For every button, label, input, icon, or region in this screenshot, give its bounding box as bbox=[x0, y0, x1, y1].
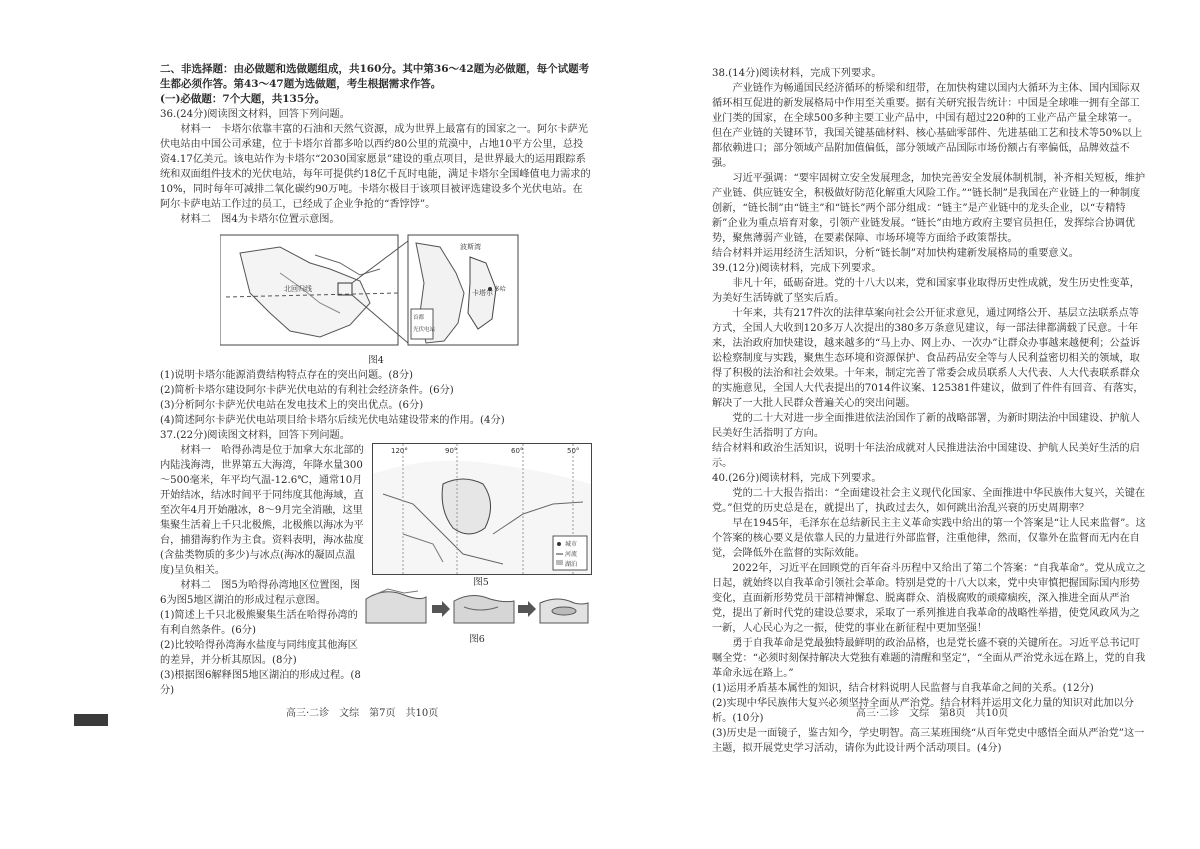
figure-4-map bbox=[220, 233, 520, 351]
tropic-label: 北回归线 bbox=[284, 285, 312, 293]
left-page bbox=[160, 62, 592, 696]
q39-paragraph-1: 非凡十年，砥砺奋进。党的十八大以来，党和国家事业取得历史性成就，发生历史性变革，为美好生活铸就了坚实后盾。 bbox=[712, 278, 1140, 304]
left-footer: 高三·二诊 文综 第7页 共10页 bbox=[286, 708, 439, 719]
q38-paragraph-1: 产业链作为畅通国民经济循环的桥梁和纽带，在加快构建以国内大循环为主体、国内国际双循环相互促进的新发展格局中作用至关重要。据有关研究报告统计：中国是全球唯一拥有全部工业门类的国家，在全球500多种主要工业产品中，中国有超过220种的工业产品产量全球第一。但在产业链的关键环节，我国关键基础材料、核心基础零部件、先进基础工艺和技术等50%以上都依赖进口；部分领域产品附加值偏低，部分领域产品国际市场份额占有率偏低，品牌效益不强。 bbox=[712, 83, 1143, 169]
qatar-location-map bbox=[220, 233, 520, 351]
q39-intro: 39.(12分)阅读材料，完成下列要求。 bbox=[712, 263, 882, 274]
lon-60: 60° bbox=[511, 447, 524, 455]
q39-requirement: 结合材料和政治生活知识，说明十年法治成就对人民推进法治中国建设、护航人民美好生活的启示。 bbox=[712, 443, 1140, 469]
q36-sub-3: (3)分析阿尔卡萨光伏电站在发电技术上的突出优点。(6分) bbox=[160, 400, 424, 411]
q39-paragraph-3: 党的二十大对进一步全面推进依法治国作了新的战略部署，为新时期法治中国建设、护航人民美好生活指明了方向。 bbox=[712, 413, 1140, 439]
q36-material-2: 材料二 图4为卡塔尔位置示意图。 bbox=[180, 214, 340, 225]
q36-sub-1: (1)说明卡塔尔能源消费结构特点存在的突出问题。(8分) bbox=[160, 370, 413, 381]
q37-material-1: 材料一 哈得孙湾是位于加拿大东北部的内陆浅海湾，世界第五大海湾，年降水量300～500毫米，年平均气温-12.6℃，通常10月开始结冰，结冰时间平于同纬度其他海域，直至次年4月开始融冰，8～9月完全消融，这里集聚生活着上千只北极熊，北极熊以海冰为平台，捕猎海豹作为主食。资料表明，海冰盐度(含盐类物质的多少)与冰点(海冰的凝固点温度)呈负相关。 bbox=[160, 445, 364, 576]
legend-pv-station: 光伏电站 bbox=[413, 327, 436, 333]
q37-material-2: 材料二 图5为哈得孙湾地区位置图，图6为图5地区湖泊的形成过程示意图。 bbox=[160, 580, 361, 606]
q40-sub-3: (3)历史是一面镜子，鉴古知今，学史明智。高三某班围绕“从百年党史中感悟全面从严治党”这一主题，拟开展党史学习活动，请你为此设计两个活动项目。(4分) bbox=[712, 728, 1145, 754]
country-label: 卡塔尔 bbox=[472, 289, 493, 297]
lon-90: 90° bbox=[445, 447, 458, 455]
figure-6-diagram bbox=[364, 583, 590, 645]
q40-sub-1: (1)运用矛盾基本属性的知识，结合材料说明人民监督与自我革命之间的关系。(12分) bbox=[712, 683, 1094, 694]
figure-5-caption: 图5 bbox=[473, 577, 489, 588]
q37-sub-3: (3)根据图6解释图5地区湖泊的形成过程。(8分) bbox=[160, 670, 361, 696]
lon-120: 120° bbox=[391, 447, 408, 455]
q36-sub-4: (4)简述阿尔卡萨光伏电站项目给卡塔尔后续光伏电站建设带来的作用。(4分) bbox=[160, 415, 505, 426]
right-page bbox=[712, 66, 1148, 756]
city-label: 多哈 bbox=[494, 286, 507, 293]
legend-lake: 湖泊 bbox=[565, 561, 578, 568]
legend-river: 河流 bbox=[565, 551, 578, 558]
section-subheader: (一)必做题：7个大题，共135分。 bbox=[160, 93, 326, 105]
q40-paragraph-2: 早在1945年，毛泽东在总结新民主主义革命实践中给出的第一个答案是“让人民来监督”。这个答案的核心要义是依靠人民的力量进行外部监督，注重他律，然而，仅靠外在监督而无内在自觉，会降低外在监督的实际效能。 bbox=[712, 518, 1146, 559]
q40-sub-2: (2)实现中华民族伟大复兴必须坚持全面从严治党。结合材料并运用文化力量的知识对此加以分析。(10分) bbox=[712, 698, 1134, 724]
figure-4-caption: 图4 bbox=[368, 355, 384, 366]
q37-block bbox=[160, 443, 592, 696]
lake-formation-diagram bbox=[364, 583, 590, 627]
q37-intro: 37.(22分)阅读图文材料，回答下列问题。 bbox=[160, 430, 350, 441]
q37-sub-2: (2)比较哈得孙湾海水盐度与同纬度其他海区的差异，并分析其原因。(8分) bbox=[160, 640, 358, 666]
right-footer: 高三·二诊 文综 第8页 共10页 bbox=[856, 708, 1009, 719]
legend-capital: 首都 bbox=[413, 315, 425, 321]
legend-city: 城市 bbox=[565, 541, 578, 548]
q37-sub-1: (1)简述上千只北极熊聚集生活在哈得孙湾的有利自然条件。(6分) bbox=[160, 610, 358, 636]
figure-6-caption: 图6 bbox=[469, 634, 485, 645]
q38-intro: 38.(14分)阅读材料，完成下列要求。 bbox=[712, 68, 882, 79]
lon-50: 50° bbox=[567, 447, 580, 455]
q36-intro: 36.(24分)阅读图文材料，回答下列问题。 bbox=[160, 109, 350, 120]
figure-5-map bbox=[372, 443, 592, 575]
q38-paragraph-2: 习近平强调：“要牢固树立安全发展理念，加快完善安全发展体制机制，补齐相关短板，维护产业链、供应链安全，积极做好防范化解重大风险工作。”“链长制”是我国在产业链上的一种制度创新，“链长制”由“链主”和“链长”两个部分组成：“链主”是产业链中的龙头企业，以“专精特新”企业为重点培育对象，引领产业链发展。“链长”由地方政府主要官员担任，发挥综合协调优势，聚焦薄弱产业链，在要素保障、市场环境等方面给予政策帮扶。 bbox=[712, 173, 1146, 244]
q40-paragraph-1: 党的二十大报告指出：“全面建设社会主义现代化国家、全面推进中华民族伟大复兴，关键在党。”但党的历史总是在，就提出了，执政过去久，如何跳出治乱兴衰的历史周期率？ bbox=[712, 488, 1146, 514]
q40-paragraph-3: 2022年，习近平在回顾党的百年奋斗历程中又给出了第二个答案：“自我革命”。党从成立之日起，就始终以自我革命引领社会革命。特别是党的十八大以来，党中央审慎把握国际国内形势变化，直面新形势党员干部精神懈怠、脱离群众、消极腐败的顽瘴痼疾，深入推进全面从严治党，提出了新时代党的建设总要求，采取了一系列推进自我革命的战略性举措，使党风政风为之一新，人心民心为之一振，使党的事业在新征程中更加坚强！ bbox=[712, 563, 1146, 634]
binding-mark bbox=[74, 714, 108, 726]
q38-requirement: 结合材料并运用经济生活知识，分析“链长制”对加快构建新发展格局的重要意义。 bbox=[712, 248, 1079, 259]
hudson-bay-map bbox=[373, 444, 591, 574]
section-header: 二、非选择题：由必做题和选做题组成，共160分。其中第36～42题为必做题，每个试题考生都必须作答。第43～47题为选做题，考生根据需求作答。 bbox=[160, 63, 590, 90]
gulf-label: 波斯湾 bbox=[460, 243, 481, 251]
q40-intro: 40.(26分)阅读材料，完成下列要求。 bbox=[712, 473, 882, 484]
q36-material-1: 材料一 卡塔尔依靠丰富的石油和天然气资源，成为世界上最富有的国家之一。阿尔卡萨光伏电站由中国公司承建，位于卡塔尔首都多哈以西约80公里的荒漠中，占地10平方公里，总投资4.17亿美元。该电站作为卡塔尔“2030国家愿景”建设的重点项目，是世界最大的运用跟踪系统和双面组件技术的光伏电站，每年可提供约18亿千瓦时电能，满足卡塔尔全国峰值电力需求的10%，同时每年可减排二氧化碳约90万吨。卡塔尔极目于该项目被评选建设多个光伏电站。在阿尔卡萨电站工作过的员工，已经成了企业争抢的“香饽饽”。 bbox=[160, 124, 591, 210]
q39-paragraph-2: 十年来，共有217件次的法律草案向社会公开征求意见，通过网络公开、基层立法联系点等方式，全国人大收到120多万人次提出的380多万条意见建议，每一部法律都满载了民意。十年来，法治政府加快建设，越来越多的“马上办、网上办、一次办”让群众办事越来越便利；公益诉讼检察制度与实践，聚焦生态环境和资源保护、食品药品安全等与人民利益密切相关的领域，取得了积极的法治和社会效果。十年来，制定完善了常委会成员联系人大代表、人大代表联系群众的实施意见，全国人大代表提出的7014件议案、125381件建议，做到了件件有回音、有落实，解决了一大批人民群众普遍关心的突出问题。 bbox=[712, 308, 1144, 409]
q36-sub-2: (2)简析卡塔尔建设阿尔卡萨光伏电站的有利社会经济条件。(6分) bbox=[160, 385, 454, 396]
q40-paragraph-4: 勇于自我革命是党最独特最鲜明的政治品格，也是党长盛不衰的关键所在。习近平总书记叮嘱全党：“必须时刻保持解决大党独有难题的清醒和坚定”，“全面从严治党永远在路上，党的自我革命永远在路上。” bbox=[712, 638, 1146, 679]
